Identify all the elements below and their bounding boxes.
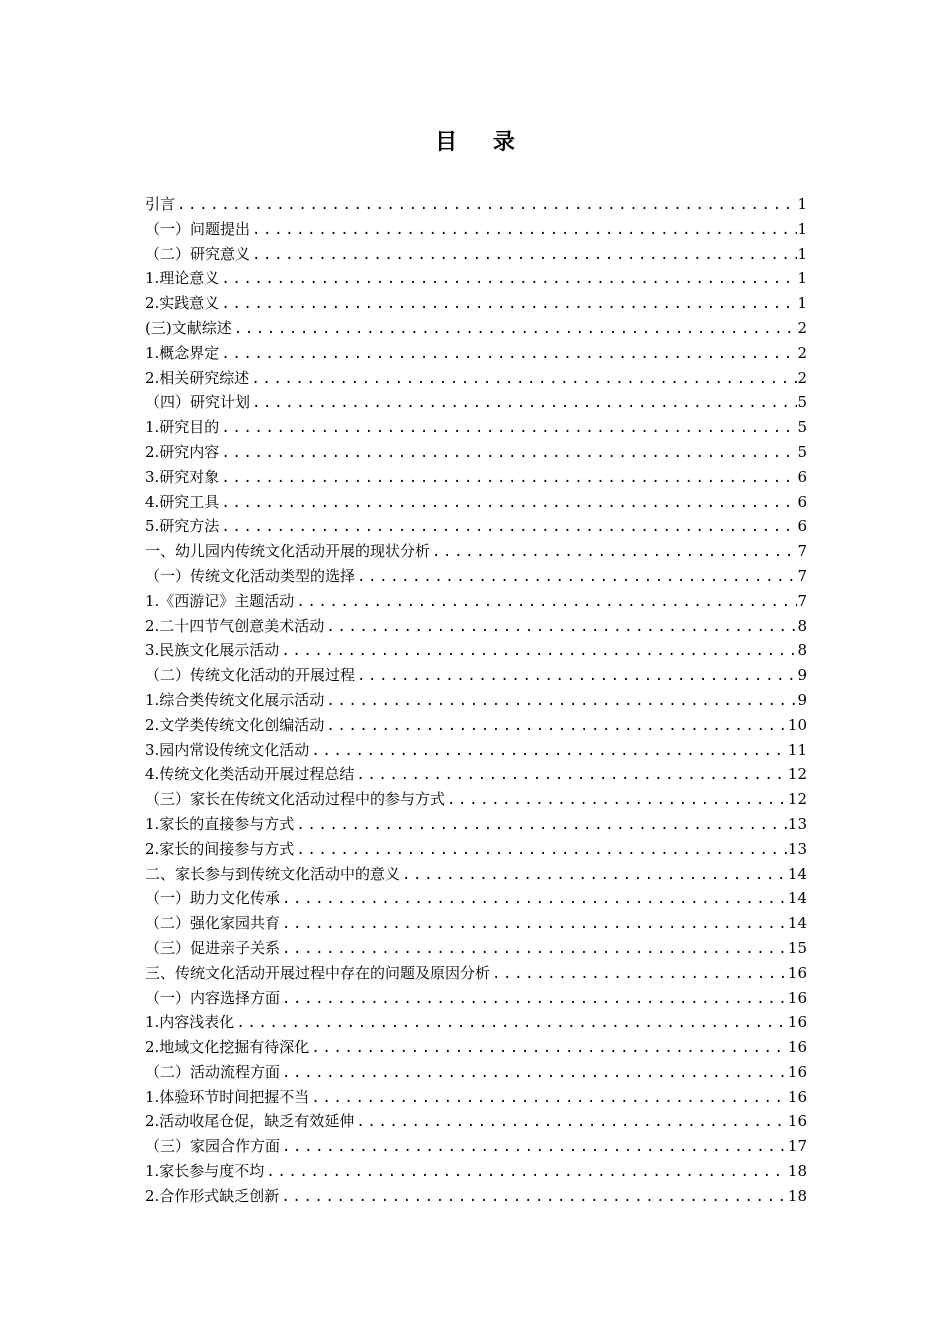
toc-dot-leader <box>445 788 788 813</box>
toc-dot-leader <box>280 937 788 962</box>
toc-entry-label: （三）促进亲子关系 <box>145 936 280 961</box>
toc-entry-label: 5.研究方法 <box>145 514 219 539</box>
toc-entry-page-number: 16 <box>787 1038 807 1057</box>
toc-entry[interactable] <box>145 192 807 217</box>
toc-entry[interactable] <box>145 638 807 663</box>
toc-entry-page-number: 9 <box>797 690 807 709</box>
toc-dot-leader <box>355 664 797 689</box>
toc-entry[interactable] <box>145 837 807 862</box>
toc-entry[interactable] <box>145 886 807 911</box>
toc-entry-label: （一）内容选择方面 <box>145 986 280 1011</box>
toc-entry-page-number: 16 <box>787 1062 807 1081</box>
toc-entry-page-number: 13 <box>787 814 807 833</box>
toc-entry-page-number: 16 <box>787 988 807 1007</box>
toc-entry-page-number: 1 <box>797 269 807 288</box>
toc-entry-label: 3.研究对象 <box>145 465 219 490</box>
toc-entry-label: （一）助力文化传承 <box>145 886 280 911</box>
toc-entry-page-number: 16 <box>787 1013 807 1032</box>
toc-entry[interactable] <box>145 911 807 936</box>
toc-entry-page-number: 16 <box>787 963 807 982</box>
toc-entry[interactable] <box>145 1035 807 1060</box>
toc-entry-label: 三、传统文化活动开展过程中存在的问题及原因分析 <box>145 961 490 986</box>
toc-entry-label: 2.文学类传统文化创编活动 <box>145 713 324 738</box>
toc-entry-page-number: 14 <box>787 914 807 933</box>
toc-entry[interactable] <box>145 291 807 316</box>
toc-entry-label: （三）家园合作方面 <box>145 1134 280 1159</box>
toc-dot-leader <box>294 838 788 863</box>
toc-entry[interactable] <box>145 514 807 539</box>
toc-entry-label: 2.地域文化挖掘有待深化 <box>145 1035 309 1060</box>
toc-entry-page-number: 6 <box>797 467 807 486</box>
toc-dot-leader <box>249 367 797 392</box>
toc-entry[interactable] <box>145 490 807 515</box>
toc-entry-label: (三)文献综述 <box>145 316 232 341</box>
toc-entry[interactable] <box>145 1134 807 1159</box>
toc-entry-label: （二）活动流程方面 <box>145 1060 280 1085</box>
toc-entry-page-number: 5 <box>797 442 807 461</box>
toc-dot-leader <box>219 416 797 441</box>
toc-entry[interactable] <box>145 688 807 713</box>
toc-dot-leader <box>250 243 797 268</box>
toc-dot-leader <box>175 193 797 218</box>
toc-entry[interactable] <box>145 390 807 415</box>
toc-entry-label: 二、家长参与到传统文化活动中的意义 <box>145 862 400 887</box>
toc-entry-page-number: 12 <box>787 790 807 809</box>
toc-entry-page-number: 12 <box>787 765 807 784</box>
toc-entry[interactable] <box>145 366 807 391</box>
toc-entry[interactable] <box>145 986 807 1011</box>
toc-dot-leader <box>354 763 788 788</box>
toc-entry-page-number: 1 <box>797 219 807 238</box>
toc-entry-page-number: 2 <box>797 318 807 337</box>
toc-entry-page-number: 1 <box>797 195 807 213</box>
toc-entry[interactable] <box>145 341 807 366</box>
table-of-contents <box>145 192 807 1209</box>
toc-entry-label: 1.综合类传统文化展示活动 <box>145 688 324 713</box>
toc-entry-label: 1.理论意义 <box>145 266 219 291</box>
toc-entry-page-number: 2 <box>797 368 807 387</box>
toc-dot-leader <box>280 1135 788 1160</box>
toc-dot-leader <box>219 342 797 367</box>
page-title: 目 录 <box>435 129 529 155</box>
toc-entry-label: 2.二十四节气创意美术活动 <box>145 614 324 639</box>
toc-dot-leader <box>280 912 788 937</box>
toc-dot-leader <box>250 391 797 416</box>
toc-entry-label: 2.实践意义 <box>145 291 219 316</box>
toc-entry-label: 3.园内常设传统文化活动 <box>145 738 309 763</box>
toc-entry-label: （二）研究意义 <box>145 242 250 267</box>
toc-entry-label: 1.内容浅表化 <box>145 1010 234 1035</box>
toc-entry[interactable] <box>145 614 807 639</box>
toc-entry-page-number: 1 <box>797 244 807 263</box>
toc-entry[interactable] <box>145 415 807 440</box>
toc-dot-leader <box>309 1086 788 1111</box>
toc-entry-label: 2.活动收尾仓促，缺乏有效延伸 <box>145 1109 354 1134</box>
toc-dot-leader <box>280 1061 788 1086</box>
toc-entry-page-number: 15 <box>787 938 807 957</box>
toc-entry-label: 1.概念界定 <box>145 341 219 366</box>
toc-dot-leader <box>232 317 797 342</box>
toc-dot-leader <box>324 714 788 739</box>
toc-entry-page-number: 8 <box>797 641 807 660</box>
toc-entry-page-number: 17 <box>787 1137 807 1156</box>
toc-entry[interactable] <box>145 762 807 787</box>
toc-entry-label: （一）问题提出 <box>145 217 250 242</box>
toc-dot-leader <box>250 218 797 243</box>
toc-entry[interactable] <box>145 465 807 490</box>
toc-dot-leader <box>219 491 797 516</box>
toc-dot-leader <box>280 987 788 1012</box>
toc-dot-leader <box>294 590 797 615</box>
toc-entry[interactable] <box>145 316 807 341</box>
toc-entry-label: 1.研究目的 <box>145 415 219 440</box>
toc-dot-leader <box>490 962 788 987</box>
toc-entry[interactable] <box>145 961 807 986</box>
toc-entry-label: 引言 <box>145 192 175 217</box>
toc-entry[interactable] <box>145 787 807 812</box>
toc-entry-page-number: 13 <box>787 839 807 858</box>
toc-entry-page-number: 9 <box>797 666 807 685</box>
toc-entry-page-number: 1 <box>797 294 807 313</box>
toc-entry[interactable] <box>145 812 807 837</box>
toc-entry-page-number: 5 <box>797 393 807 412</box>
toc-entry[interactable] <box>145 242 807 267</box>
toc-entry-label: （二）强化家园共育 <box>145 911 280 936</box>
toc-entry-page-number: 14 <box>787 864 807 883</box>
toc-entry[interactable] <box>145 217 807 242</box>
toc-entry-page-number: 14 <box>787 889 807 908</box>
toc-entry-page-number: 10 <box>787 715 807 734</box>
toc-entry-page-number: 18 <box>787 1186 807 1205</box>
toc-dot-leader <box>219 267 797 292</box>
toc-entry-label: 4.传统文化类活动开展过程总结 <box>145 762 354 787</box>
toc-entry[interactable] <box>145 1109 807 1134</box>
toc-entry-page-number: 7 <box>797 566 807 585</box>
toc-entry-page-number: 2 <box>797 343 807 362</box>
toc-dot-leader <box>264 1160 788 1185</box>
toc-dot-leader <box>234 1011 788 1036</box>
toc-entry-label: 2.家长的间接参与方式 <box>145 837 294 862</box>
toc-dot-leader <box>430 540 797 565</box>
toc-entry-label: （四）研究计划 <box>145 390 250 415</box>
toc-entry[interactable] <box>145 440 807 465</box>
toc-entry-page-number: 6 <box>797 517 807 536</box>
toc-entry[interactable] <box>145 936 807 961</box>
toc-entry[interactable] <box>145 1060 807 1085</box>
toc-entry[interactable] <box>145 1010 807 1035</box>
toc-entry-label: 1.家长参与度不均 <box>145 1159 264 1184</box>
toc-dot-leader <box>355 565 797 590</box>
toc-entry-page-number: 8 <box>797 616 807 635</box>
toc-entry-page-number: 11 <box>787 740 807 759</box>
toc-dot-leader <box>294 813 788 838</box>
toc-entry[interactable] <box>145 1184 807 1209</box>
toc-dot-leader <box>219 292 797 317</box>
toc-entry-label: 3.民族文化展示活动 <box>145 638 279 663</box>
toc-entry-label: 2.合作形式缺乏创新 <box>145 1184 279 1209</box>
toc-entry[interactable] <box>145 1085 807 1110</box>
toc-entry-label: （三）家长在传统文化活动过程中的参与方式 <box>145 787 445 812</box>
toc-entry[interactable] <box>145 738 807 763</box>
toc-dot-leader <box>219 515 797 540</box>
toc-entry-page-number: 7 <box>797 591 807 610</box>
toc-entry-page-number: 6 <box>797 492 807 511</box>
toc-entry-label: 2.研究内容 <box>145 440 219 465</box>
toc-entry[interactable] <box>145 862 807 887</box>
toc-dot-leader <box>309 1036 788 1061</box>
toc-entry[interactable] <box>145 539 807 564</box>
toc-entry[interactable] <box>145 589 807 614</box>
toc-dot-leader <box>279 1185 788 1210</box>
toc-entry-page-number: 16 <box>787 1087 807 1106</box>
toc-entry-label: 1.《西游记》主题活动 <box>145 589 294 614</box>
toc-entry[interactable] <box>145 713 807 738</box>
toc-dot-leader <box>354 1110 788 1135</box>
toc-entry-page-number: 7 <box>797 542 807 561</box>
toc-dot-leader <box>324 689 797 714</box>
toc-dot-leader <box>279 639 797 664</box>
toc-entry-label: 1.体验环节时间把握不当 <box>145 1085 309 1110</box>
toc-entry-page-number: 18 <box>787 1162 807 1181</box>
toc-entry-label: 2.相关研究综述 <box>145 366 249 391</box>
toc-entry-label: 1.家长的直接参与方式 <box>145 812 294 837</box>
toc-entry[interactable] <box>145 564 807 589</box>
toc-entry-page-number: 16 <box>787 1112 807 1131</box>
toc-entry[interactable] <box>145 1159 807 1184</box>
toc-entry-page-number: 5 <box>797 418 807 437</box>
toc-dot-leader <box>280 887 788 912</box>
toc-entry-label: （二）传统文化活动的开展过程 <box>145 663 355 688</box>
toc-entry-label: 4.研究工具 <box>145 490 219 515</box>
toc-dot-leader <box>309 739 788 764</box>
toc-dot-leader <box>219 466 797 491</box>
toc-dot-leader <box>219 441 797 466</box>
toc-entry-label: （一）传统文化活动类型的选择 <box>145 564 355 589</box>
toc-dot-leader <box>324 615 797 640</box>
toc-entry[interactable] <box>145 663 807 688</box>
toc-entry-label: 一、幼儿园内传统文化活动开展的现状分析 <box>145 539 430 564</box>
toc-entry[interactable] <box>145 266 807 291</box>
toc-dot-leader <box>400 863 788 888</box>
